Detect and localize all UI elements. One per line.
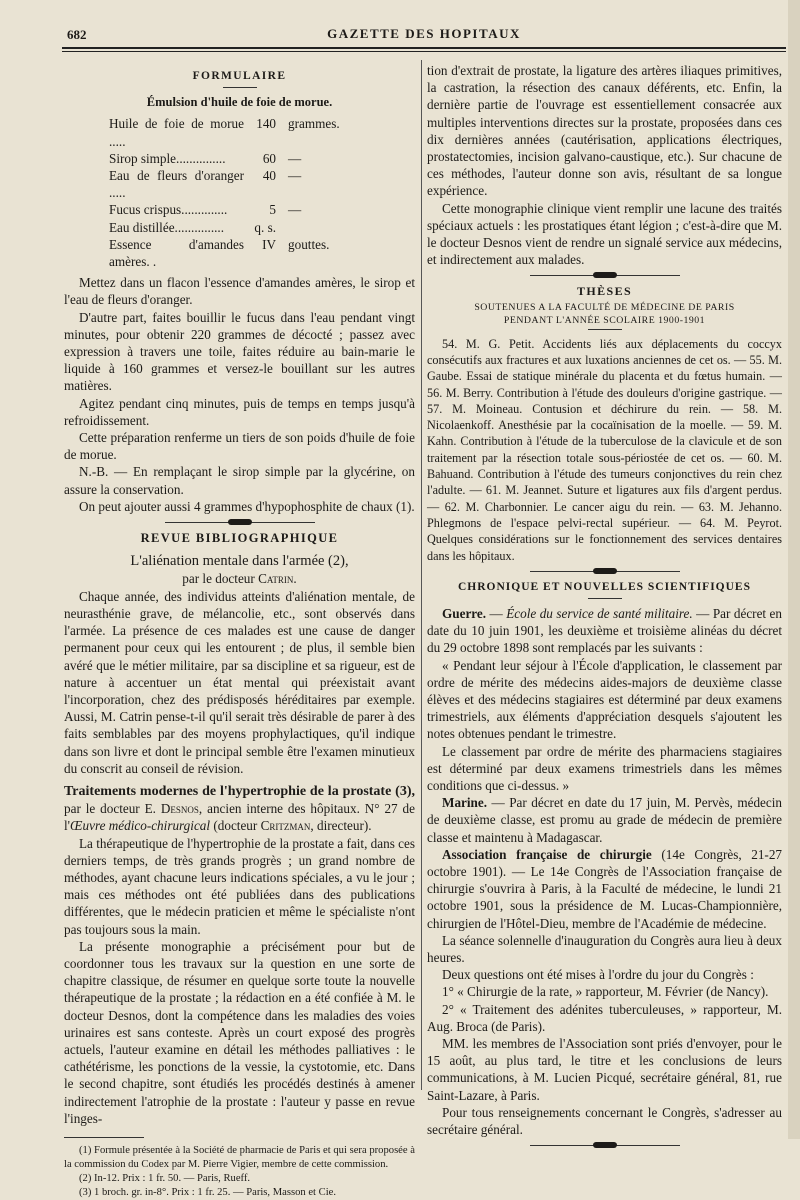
news-paragraph: La séance solennelle d'inauguration du Congrès aura lieu à deux heures. — [427, 932, 782, 966]
header-rule-thin — [62, 51, 786, 52]
running-header — [62, 25, 786, 45]
article-paragraph: Cette monographie clinique vient remplir une lacune des traités spéciaux actuels : les prostatiques étant légion ; c'est-à-dire que M. le docteur Desnos vient de rendre un signalé service aux médecins, et indirectement aux malades. — [427, 200, 782, 268]
section-ornament — [530, 571, 680, 572]
header-rule-thick — [62, 47, 786, 49]
news-paragraph: Le classement par ordre de mérite des pharmaciens stagiaires est déterminé par deux examens trimestriels dans les mêmes conditions que ci-dessus. » — [427, 743, 782, 794]
theses-subtitle: PENDANT L'ANNÉE SCOLAIRE 1900-1901 — [503, 314, 706, 326]
news-paragraph: 2° « Traitement des adénites tuberculeuses, » rapporteur, M. Aug. Broca (de Paris). — [427, 1001, 782, 1034]
heading-rule — [223, 87, 257, 88]
news-item: Guerre. — École du service de santé militaire. — Par décret en date du 10 juin 1901, les deuxième et troisième alinéas du décret du 29 octobre 1898 sont remplacés par les suivants : — [427, 606, 783, 656]
news-item: Marine. — Par décret en date du 17 juin, M. Pervès, médecin de deuxième classe, est promu au grade de médecin de première classe et maintenu à Madagascar. — [427, 795, 782, 845]
section-ornament — [165, 522, 315, 523]
article-title: Traitements modernes de l'hypertrophie de la prostate (3), par le docteur E. Desnos, ancien interne des hôpitaux. N° 27 de l'Œuvre médico-chirurgical (docteur Critzman, directeur). — [64, 783, 415, 834]
ingredient-row: Huile de foie de morue ..... 140 grammes. — [109, 116, 340, 149]
news-paragraph: Pour tous renseignements concernant le Congrès, s'adresser au secrétaire général. — [427, 1104, 782, 1138]
recipe-ingredients — [64, 115, 415, 270]
news-paragraph: « Pendant leur séjour à l'École d'application, le classement par ordre de mérite des médecins aides-majors de deuxième classe élèves et des médecins stagiaires est déterminé par deux examens trimestriels, aux éléments d'appréciation desquels s'ajoutent les notes obtenues pendant le trimestre. — [427, 657, 782, 742]
section-ornament — [530, 1145, 680, 1146]
ingredient-row: Sirop simple............... 60 — — [109, 150, 302, 166]
formulaire-paragraph: On peut ajouter aussi 4 grammes d'hypophosphite de chaux (1). — [79, 498, 415, 514]
news-item: Association française de chirurgie (14e Congrès, 21-27 octobre 1901). — Le 14e Congrès de l'Association française de chirurgie s'ouvrira à Paris, à la Faculté de médecine, le lundi 21 octobre 1901, sous la présidence de M. Lucas-Championnière, chirurgien de l'Hôtel-Dieu, membre de l'Académie de médecine. — [427, 846, 783, 931]
footnotes — [64, 1144, 415, 1200]
formulaire-paragraph: N.-B. — En remplaçant le sirop simple par la glycérine, on assure la conservation. — [64, 464, 415, 497]
formulaire-heading: FORMULAIRE — [192, 70, 287, 82]
footnote: (2) In-12. Prix : 1 fr. 50. — Paris, Rueff. — [79, 1172, 251, 1184]
section-ornament — [530, 275, 680, 276]
article-byline: par le docteur Catrin. — [182, 571, 297, 587]
formulaire-paragraph: Mettez dans un flacon l'essence d'amandes amères, le sirop et l'eau de fleurs d'oranger. — [64, 275, 415, 308]
journal-title: GAZETTE DES HOPITAUX — [327, 26, 521, 41]
news-paragraph: 1° « Chirurgie de la rate, » rapporteur, M. Février (de Nancy). — [442, 984, 769, 1000]
footnote: (3) 1 broch. gr. in-8°. Prix : 1 fr. 25. — Paris, Masson et Cie. — [79, 1186, 336, 1198]
formulaire-paragraph: D'autre part, faites bouillir le fucus dans l'eau pendant vingt minutes, pour obtenir 220 grammes de décocté ; passez avec expression à travers une toile, faites réduire au bain-marie le liquide à 160 grammes et versez-le bouillant sur les autres matières. — [64, 309, 415, 394]
formulaire-paragraph: Agitez pendant cinq minutes, puis de temps en temps jusqu'à refroidissement. — [64, 395, 415, 428]
theses-subtitle: SOUTENUES A LA FACULTÉ DE MÉDECINE DE PARIS — [474, 301, 735, 313]
column-divider — [421, 60, 422, 1090]
article-paragraph: tion d'extrait de prostate, la ligature des artères iliaques primitives, la castration, la résection des canaux déférents, etc. Enfin, la dernière partie de l'ouvrage est essentiellement consacrée aux multiples interventions directes sur la prostate, proposées dans ces dix dernières années (cautérisation, applications électriques, prostatectomies, incision galvano-caustique, etc.). Sur chacune de ces méthodes, l'auteur donne son avis, résultant de sa longue expérience. — [427, 63, 782, 199]
revue-heading: REVUE BIBLIOGRAPHIQUE — [140, 531, 339, 546]
article-title: L'aliénation mentale dans l'armée (2), — [130, 553, 349, 570]
news-paragraph: Deux questions ont été mises à l'ordre du jour du Congrès : — [442, 967, 754, 983]
ingredient-row: Essence d'amandes amères. . IV gouttes. — [109, 236, 330, 270]
ingredient-row: Eau de fleurs d'oranger ..... 40 — — [109, 168, 302, 201]
heading-rule — [588, 329, 622, 330]
ingredient-row: Eau distillée............... q. s. — [109, 219, 276, 235]
theses-list: 54. M. G. Petit. Accidents liés aux déplacements du coccyx consécutifs aux fractures et aux luxations anciennes de cet os. — 55. M. Gaube. Essai de statique minérale du placenta et du fœtus humain. — 56. M. Berry. Contribution à l'étude des douleurs d'origine gastrique. — 57. M. Moineau. Contusion et déchirure du rein. — 58. M. Nicolaenkoff. Anesthésie par la cocaïnisation de la moelle. — 59. M. Kahn. Contribution à l'étude de la tuberculose de la clavicule et de son traitement par la résection totale sous-périostée de cet os. — 60. M. Bahuand. Contribution à l'étude des tumeurs conjonctives du rein chez l'adulte. — 61. M. Jeannet. Suture et ligatures aux fils d'argent perdus. — 62. M. Charbonnier. Le cancer aigu du rein. — 63. M. Jehanno. Phlegmons de l'espace pelvi-rectal supérieur. — 64. M. Peyrot. Quelques considérations sur le fonctionnement des services dentaires dans les hôpitaux. — [427, 336, 782, 563]
heading-rule — [588, 598, 622, 599]
article-paragraph: La présente monographie a précisément pour but de coordonner tous les travaux sur la question en une sorte de chapitre classique, de résumer en quelque sorte toute la nouvelle thérapeutique de la prostate ; la rédaction en a été confiée à M. le docteur Desnos, dont la compétence dans les maladies des voies urinaires est sans conteste. Après un court exposé des progrès actuels, l'auteur examine en détail les méthodes palliatives : le cathétérisme, les ponctions de la vessie, la cystotomie, etc. Dans le second chapitre, sont étudiés les procédés destinés à amener indirectement l'atrophie de la prostate : l'auteur y passe en revue l'inges- — [64, 938, 415, 1126]
chronique-heading: CHRONIQUE ET NOUVELLES SCIENTIFIQUES — [457, 580, 751, 593]
left-column — [64, 62, 415, 1200]
right-column — [427, 62, 782, 1153]
formulaire-paragraph: Cette préparation renferme un tiers de son poids d'huile de foie de morue. — [64, 430, 415, 463]
footnote: (1) Formule présentée à la Société de pharmacie de Paris et qui sera proposée à la commission du Codex par M. Pierre Vigier, membre de cette commission. — [64, 1144, 415, 1170]
footnote-rule — [64, 1137, 144, 1138]
news-paragraph: MM. les membres de l'Association sont priés d'envoyer, pour le 15 août, au plus tard, le titre et les conclusions de leurs communications, à M. Lucien Picqué, secrétaire général, 81, rue Saint-Lazare, à Paris. — [427, 1036, 782, 1103]
article-paragraph: Chaque année, des individus atteints d'aliénation mentale, de neurasthénie grave, de mélancolie, etc., sont observés dans l'armée. La présence de ces malades est une cause de danger permanent pour ceux qui les entourent ; de plus, il semble bien avéré que le métier militaire, par sa discipline et sa rigueur, est de nature à accentuer un état mental qui préexistait avant l'incorporation, chez des prédisposés héréditaires par exemple. Aussi, M. Catrin pense-t-il qu'il serait très désirable de parer à des faits semblables par des moyens prophylactiques, qu'il indique dans son livre et dont le principal semble être l'examen minutieux du conscrit au conseil de révision. — [64, 588, 415, 776]
page-edge — [788, 0, 800, 1139]
theses-heading: THÈSES — [576, 284, 633, 299]
recipe-title: Émulsion d'huile de foie de morue. — [146, 95, 333, 110]
article-paragraph: La thérapeutique de l'hypertrophie de la prostate a fait, dans ces derniers temps, de très grands progrès ; un grand nombre de méthodes, ayant chacune leurs indications spéciales, a vu le jour ; mais ces méthodes ont été publiées dans des publications différentes, que le médecin praticien et même le spécialiste n'ont pas toujours sous la main. — [64, 835, 415, 937]
ingredient-row: Fucus crispus.............. 5 — — [109, 202, 302, 218]
page-number: 682 — [67, 27, 87, 42]
